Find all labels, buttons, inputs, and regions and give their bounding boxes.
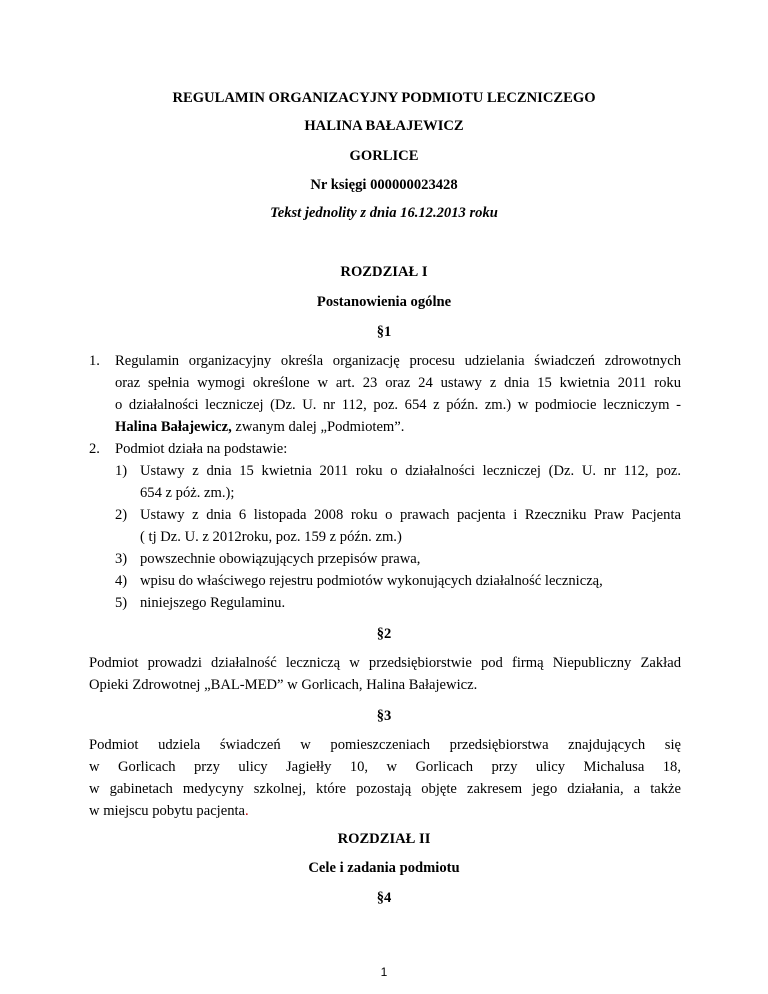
consolidated-text-date: Tekst jednolity z dnia 16.12.2013 roku [270,205,498,221]
section-2-line-1: Podmiot prowadzi działalność leczniczą w przedsiębiorstwie pod firmą Niepubliczny Zakład [89,655,681,671]
list-item-3-text: powszechnie obowiązujących przepisów prawa, [140,551,421,567]
section-3-line-3: w gabinetach medycyny szkolnej, które pozostają objęte zakresem jego działania, a także [89,781,681,797]
section-2-heading: §2 [376,626,392,642]
paragraph-2-number: 2. [89,441,100,457]
page-number: 1 [380,965,388,979]
section-3-line-4 [89,800,681,822]
list-item-4-text: wpisu do właściwego rejestru podmiotów wykonujących działalność leczniczą, [140,573,603,589]
paragraph-2-text: Podmiot działa na podstawie: [115,441,288,457]
list-item-1-line-1: Ustawy z dnia 15 kwietnia 2011 roku o działalności leczniczej (Dz. U. nr 112, poz. [140,463,681,479]
section-3-heading: §3 [376,708,392,724]
list-item-1-number: 1) [115,463,128,479]
register-number: Nr księgi 000000023428 [310,177,458,193]
section-3-line-2: w Gorlicach przy ulicy Jagiełły 10, w Gorlicach przy ulicy Michalusa 18, [89,759,681,775]
city-name: GORLICE [349,148,419,164]
section-2-line-2: Opieki Zdrowotnej „BAL-MED” w Gorlicach, Halina Bałajewicz. [89,677,478,693]
paragraph-1-line-2: oraz spełnia wymogi określone w art. 23 oraz 24 ustawy z dnia 15 kwietnia 2011 roku [115,375,681,391]
owner-name: HALINA BAŁAJEWICZ [304,118,464,134]
chapter-1-title: ROZDZIAŁ I [340,264,428,280]
document-title: REGULAMIN ORGANIZACYJNY PODMIOTU LECZNICZEGO [172,90,596,106]
list-item-3-number: 3) [115,551,128,567]
list-item-5-number: 5) [115,595,128,611]
list-item-2-line-2: ( tj Dz. U. z 2012roku, poz. 159 z późn. zm.) [140,529,402,545]
section-3-line-1: Podmiot udziela świadczeń w pomieszczeniach przedsiębiorstwa znajdujących się [89,737,681,753]
section-3-period: . [245,803,249,819]
paragraph-1-line-4-rest: zwanym dalej „Podmiotem”. [231,419,405,435]
chapter-2-title: ROZDZIAŁ II [337,831,431,847]
list-item-2-number: 2) [115,507,128,523]
paragraph-1-line-4 [115,416,681,438]
paragraph-1-line-1: Regulamin organizacyjny określa organizację procesu udzielania świadczeń zdrowotnych [115,353,681,369]
owner-name-bold: Halina Bałajewicz, [115,419,232,435]
chapter-1-subtitle: Postanowienia ogólne [316,294,452,310]
list-item-4-number: 4) [115,573,128,589]
section-1-heading: §1 [376,324,392,340]
section-4-heading: §4 [376,890,392,906]
section-3-line-4-text: w miejscu pobytu pacjenta [89,803,246,819]
list-item-5-text: niniejszego Regulaminu. [140,595,286,611]
paragraph-1-line-3: o działalności leczniczej (Dz. U. nr 112, poz. 654 z późn. zm.) w podmiocie leczniczym - [115,397,681,413]
chapter-2-subtitle: Cele i zadania podmiotu [308,860,460,876]
list-item-2-line-1: Ustawy z dnia 6 listopada 2008 roku o prawach pacjenta i Rzeczniku Praw Pacjenta [140,507,681,523]
list-item-1-line-2: 654 z póż. zm.); [140,485,235,501]
paragraph-1-number: 1. [89,353,100,369]
